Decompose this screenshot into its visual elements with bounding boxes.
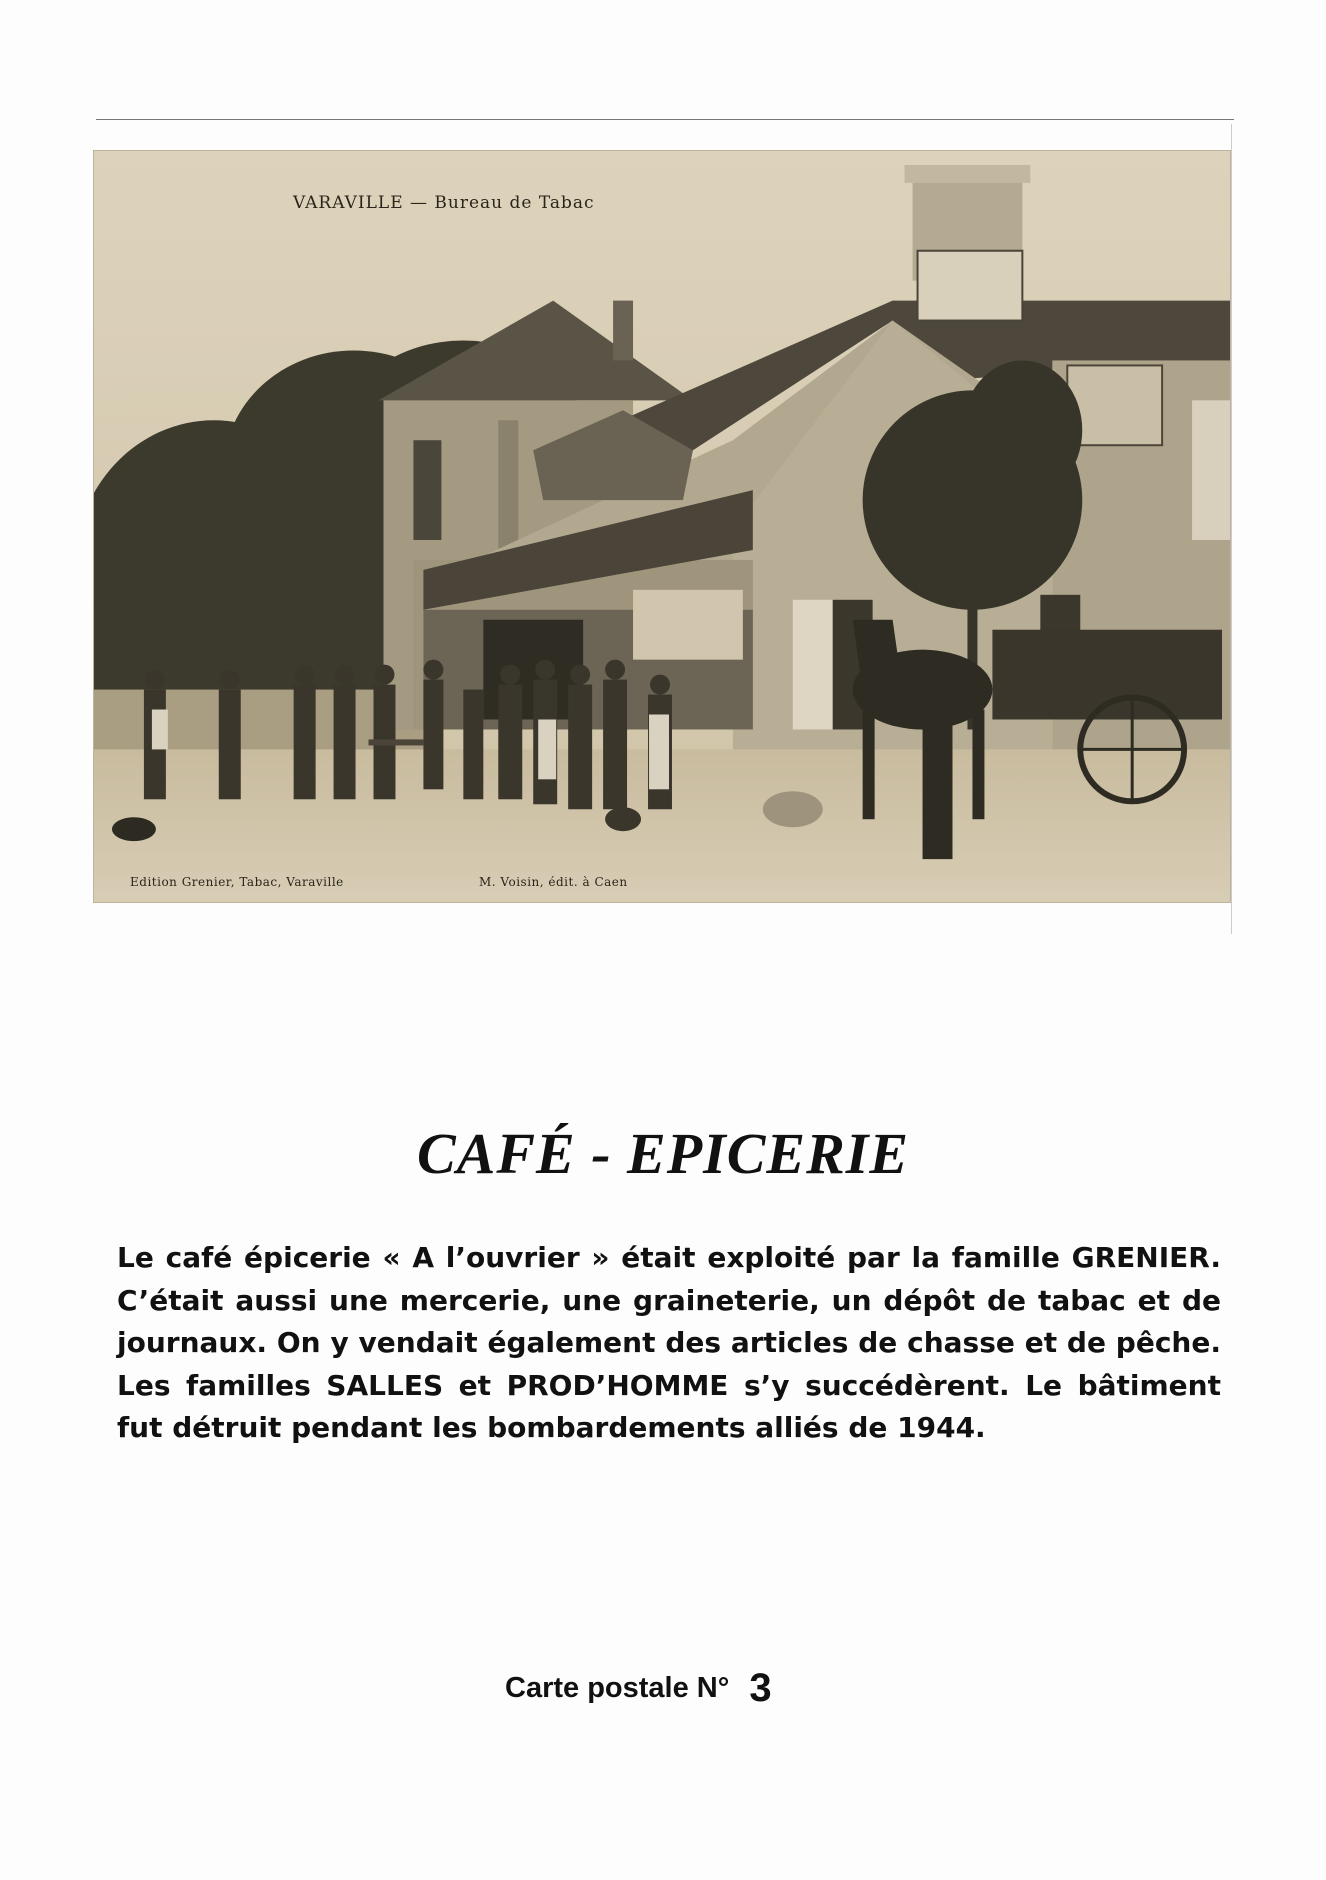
postcard-number-value: 3 — [749, 1665, 772, 1710]
scan-edge — [1231, 124, 1232, 934]
postcard-photo — [93, 150, 1231, 903]
postcard-editor: M. Voisin, édit. à Caen — [479, 875, 628, 889]
postcard-publisher: Edition Grenier, Tabac, Varaville — [130, 875, 344, 889]
postcard-number — [505, 1663, 772, 1713]
body-paragraph: Le café épicerie « A l’ouvrier » était exploité par la famille GRENIER. C’était aussi une mercerie, une graineterie, un dépôt de tabac et de journaux. On y vendait également des articles de chasse et de pêche. Les familles SALLES et PROD’HOMME s’y succédèrent. Le bâtiment fut détruit pendant les bombardements alliés de 1944. — [117, 1241, 1221, 1444]
postcard-caption: VARAVILLE — Bureau de Tabac — [293, 193, 595, 213]
top-rule — [96, 119, 1234, 120]
postcard-illustration — [94, 151, 1230, 902]
postcard-number-label: Carte postale N° — [505, 1671, 730, 1704]
page-title: CAFÉ - EPICERIE — [416, 1121, 910, 1186]
